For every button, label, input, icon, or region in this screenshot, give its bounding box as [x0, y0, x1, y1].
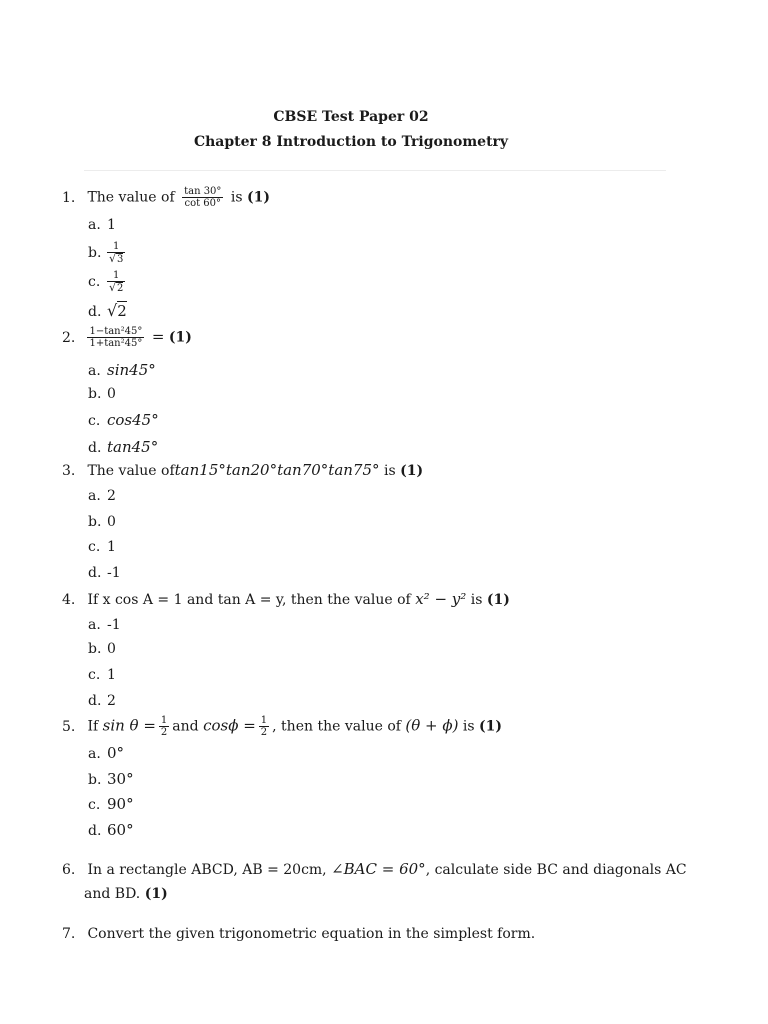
option-3b [88, 514, 116, 530]
option-letter: c. [88, 667, 101, 683]
option-5d [88, 821, 134, 839]
option-5c [88, 795, 134, 813]
is-text: is [470, 592, 483, 608]
denominator: 2 [160, 727, 168, 738]
question-text: , then the value of [272, 718, 401, 735]
question-text: The value of [87, 189, 175, 206]
question-number: 7. [62, 926, 76, 942]
option-text: 30° [107, 770, 134, 788]
sqrt-icon: √ [109, 252, 117, 265]
option-text: cos45° [107, 411, 159, 429]
marks: (1) [247, 189, 270, 206]
option-letter: c. [88, 274, 101, 290]
radicand: 2 [117, 283, 124, 294]
math-expression: tan15°tan20°tan70°tan75° [174, 461, 380, 479]
is-text: is [462, 718, 475, 735]
option-4a [88, 617, 121, 633]
option-4d [88, 693, 116, 709]
option-letter: d. [88, 440, 102, 456]
numerator: 1 [113, 241, 120, 252]
option-letter: a. [88, 746, 101, 762]
option-2b [88, 386, 116, 402]
option-letter: b. [88, 641, 102, 657]
option-letter: a. [88, 217, 101, 233]
option-letter: c. [88, 797, 101, 813]
fraction [159, 715, 169, 738]
option-2d [88, 438, 158, 456]
question-text: The value of [87, 463, 175, 479]
option-text: 0 [107, 386, 116, 402]
option-letter: b. [88, 245, 102, 261]
question-1 [62, 186, 270, 209]
numerator: 1−tan²45° [89, 326, 143, 337]
chapter-title: Chapter 8 Introduction to Trigonometry [193, 134, 509, 150]
math-expression: cosϕ = [203, 716, 256, 735]
numerator: tan 30° [184, 186, 222, 197]
marks: (1) [168, 329, 192, 346]
option-letter: d. [88, 693, 102, 709]
option-text: tan45° [107, 438, 159, 456]
option-text: 90° [107, 795, 134, 813]
paper-title: CBSE Test Paper 02 [273, 109, 429, 125]
question-number: 2. [62, 329, 76, 346]
option-letter: d. [88, 304, 102, 320]
fraction [107, 270, 125, 294]
option-text: 1 [107, 217, 116, 233]
marks: (1) [400, 463, 424, 479]
option-letter: b. [88, 386, 102, 402]
option-3d [88, 565, 121, 581]
option-text: 0 [107, 514, 116, 530]
question-number: 3. [62, 463, 76, 479]
option-4b [88, 641, 116, 657]
option-4c [88, 667, 116, 683]
option-letter: a. [88, 617, 101, 633]
question-text: and BD. [84, 886, 141, 902]
question-3 [62, 461, 423, 479]
question-number: 1. [62, 189, 76, 206]
math-expression: x² − y² [415, 590, 467, 608]
option-1d [88, 301, 127, 320]
math-expression: ∠BAC = 60° [331, 860, 426, 878]
fraction [87, 326, 144, 349]
marks: (1) [479, 718, 503, 735]
radicand: 2 [117, 302, 127, 320]
numerator: 1 [260, 715, 268, 726]
question-text-cont: , calculate side BC and diagonals AC [425, 862, 687, 878]
option-letter: b. [88, 772, 102, 788]
option-text: 0° [107, 744, 125, 762]
question-2 [62, 326, 192, 349]
question-number: 4. [62, 592, 76, 608]
option-2c [88, 411, 159, 429]
question-4 [62, 590, 510, 608]
option-text: -1 [107, 617, 121, 633]
fraction [259, 715, 269, 738]
option-1b [88, 241, 125, 265]
option-letter: d. [88, 823, 102, 839]
numerator: 1 [160, 715, 168, 726]
option-2a [88, 361, 156, 379]
option-5b [88, 770, 134, 788]
numerator: 1 [113, 270, 120, 281]
question-text: Convert the given trigonometric equation in the simplest form. [87, 926, 536, 942]
option-letter: c. [88, 539, 101, 555]
question-text: In a rectangle ABCD, AB = 20cm, [87, 862, 327, 878]
paper-header [0, 107, 702, 152]
option-letter: a. [88, 488, 101, 504]
is-text: is [230, 189, 243, 206]
denominator [107, 252, 125, 265]
option-1a [88, 217, 116, 233]
option-letter: b. [88, 514, 102, 530]
option-text: 1 [107, 667, 116, 683]
option-text: 60° [107, 821, 134, 839]
sqrt-icon: √ [107, 301, 118, 320]
fraction [107, 241, 125, 265]
sqrt-icon: √ [109, 281, 117, 294]
denominator: 2 [260, 727, 268, 738]
option-text: -1 [107, 565, 121, 581]
math-expression: (θ + ϕ) [405, 716, 459, 735]
and-text: and [172, 718, 199, 735]
question-7 [62, 926, 535, 942]
denominator [107, 281, 125, 294]
option-text: 1 [107, 539, 116, 555]
marks: (1) [486, 592, 510, 608]
radicand: 3 [117, 254, 124, 265]
is-text: is [383, 463, 396, 479]
denominator: 1+tan²45° [89, 338, 143, 349]
option-text: 2 [107, 488, 116, 504]
option-1c [88, 270, 125, 294]
question-6-line2 [84, 886, 168, 902]
option-3a [88, 488, 116, 504]
question-text: If x cos A = 1 and tan A = y, then the value of [87, 592, 411, 608]
option-letter: a. [88, 363, 101, 379]
if-text: If [87, 718, 99, 735]
question-number: 6. [62, 862, 76, 878]
option-text: 0 [107, 641, 116, 657]
math-expression: sin θ = [102, 716, 156, 735]
option-letter: d. [88, 565, 102, 581]
equals: = [151, 327, 165, 346]
option-3c [88, 539, 116, 555]
option-letter: c. [88, 413, 101, 429]
question-5 [62, 715, 502, 738]
option-text: 2 [107, 693, 116, 709]
question-6 [62, 860, 687, 878]
header-divider [84, 170, 666, 171]
question-number: 5. [62, 718, 76, 735]
option-5a [88, 744, 124, 762]
fraction [182, 186, 223, 209]
option-text: sin45° [107, 361, 156, 379]
marks: (1) [144, 886, 168, 902]
denominator: cot 60° [182, 197, 223, 209]
